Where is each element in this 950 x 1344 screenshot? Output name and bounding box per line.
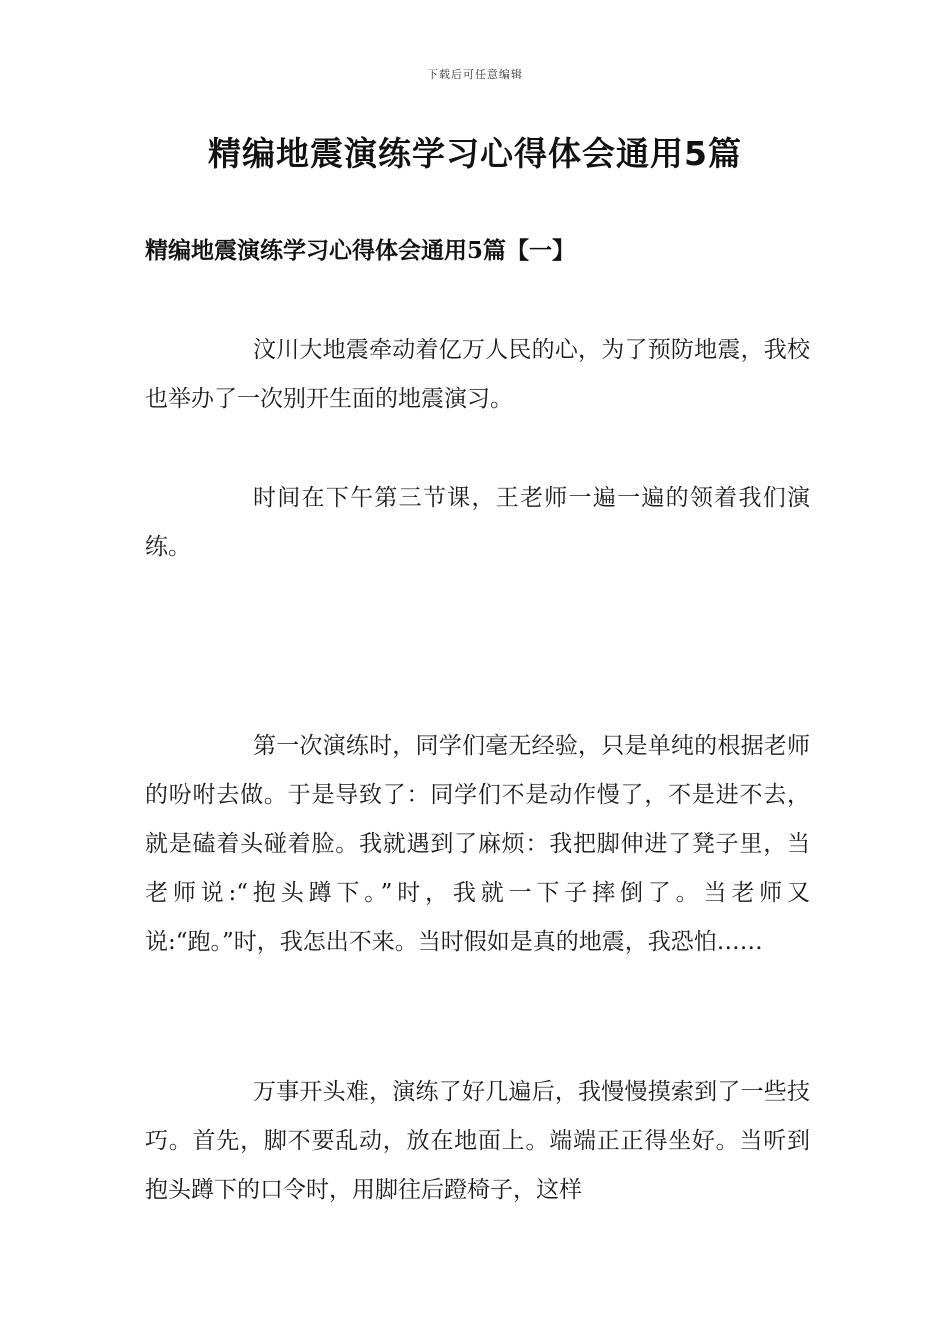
paragraph-1: 汶川大地震牵动着亿万人民的心，为了预防地震，我校也举办了一次别开生面的地震演习。 <box>145 337 810 412</box>
paragraph-3: 第一次演练时，同学们毫无经验，只是单纯的根据老师的吩咐去做。于是导致了：同学们不是动作慢了，不是进不去，就是磕着头碰着脸。我就遇到了麻烦：我把脚伸进了凳子里，当老师说:“抱头蹲下。”时，我就一下子摔倒了。当老师又说:“跑。”时，我怎出不来。当时假如是真的地震，我恐怕…… <box>145 733 810 955</box>
paragraph-2: 时间在下午第三节课，王老师一遍一遍的领着我们演练。 <box>145 485 810 560</box>
section-heading: 精编地震演练学习心得体会通用5篇【一】 <box>145 237 576 264</box>
paragraph-4: 万事开头难，演练了好几遍后，我慢慢摸索到了一些技巧。首先，脚不要乱动，放在地面上。端端正正得坐好。当听到抱头蹲下的口令时，用脚往后蹬椅子，这样 <box>145 1079 810 1203</box>
header-note: 下载后可任意编辑 <box>427 68 523 81</box>
document-title: 精编地震演练学习心得体会通用5篇 <box>208 134 742 173</box>
